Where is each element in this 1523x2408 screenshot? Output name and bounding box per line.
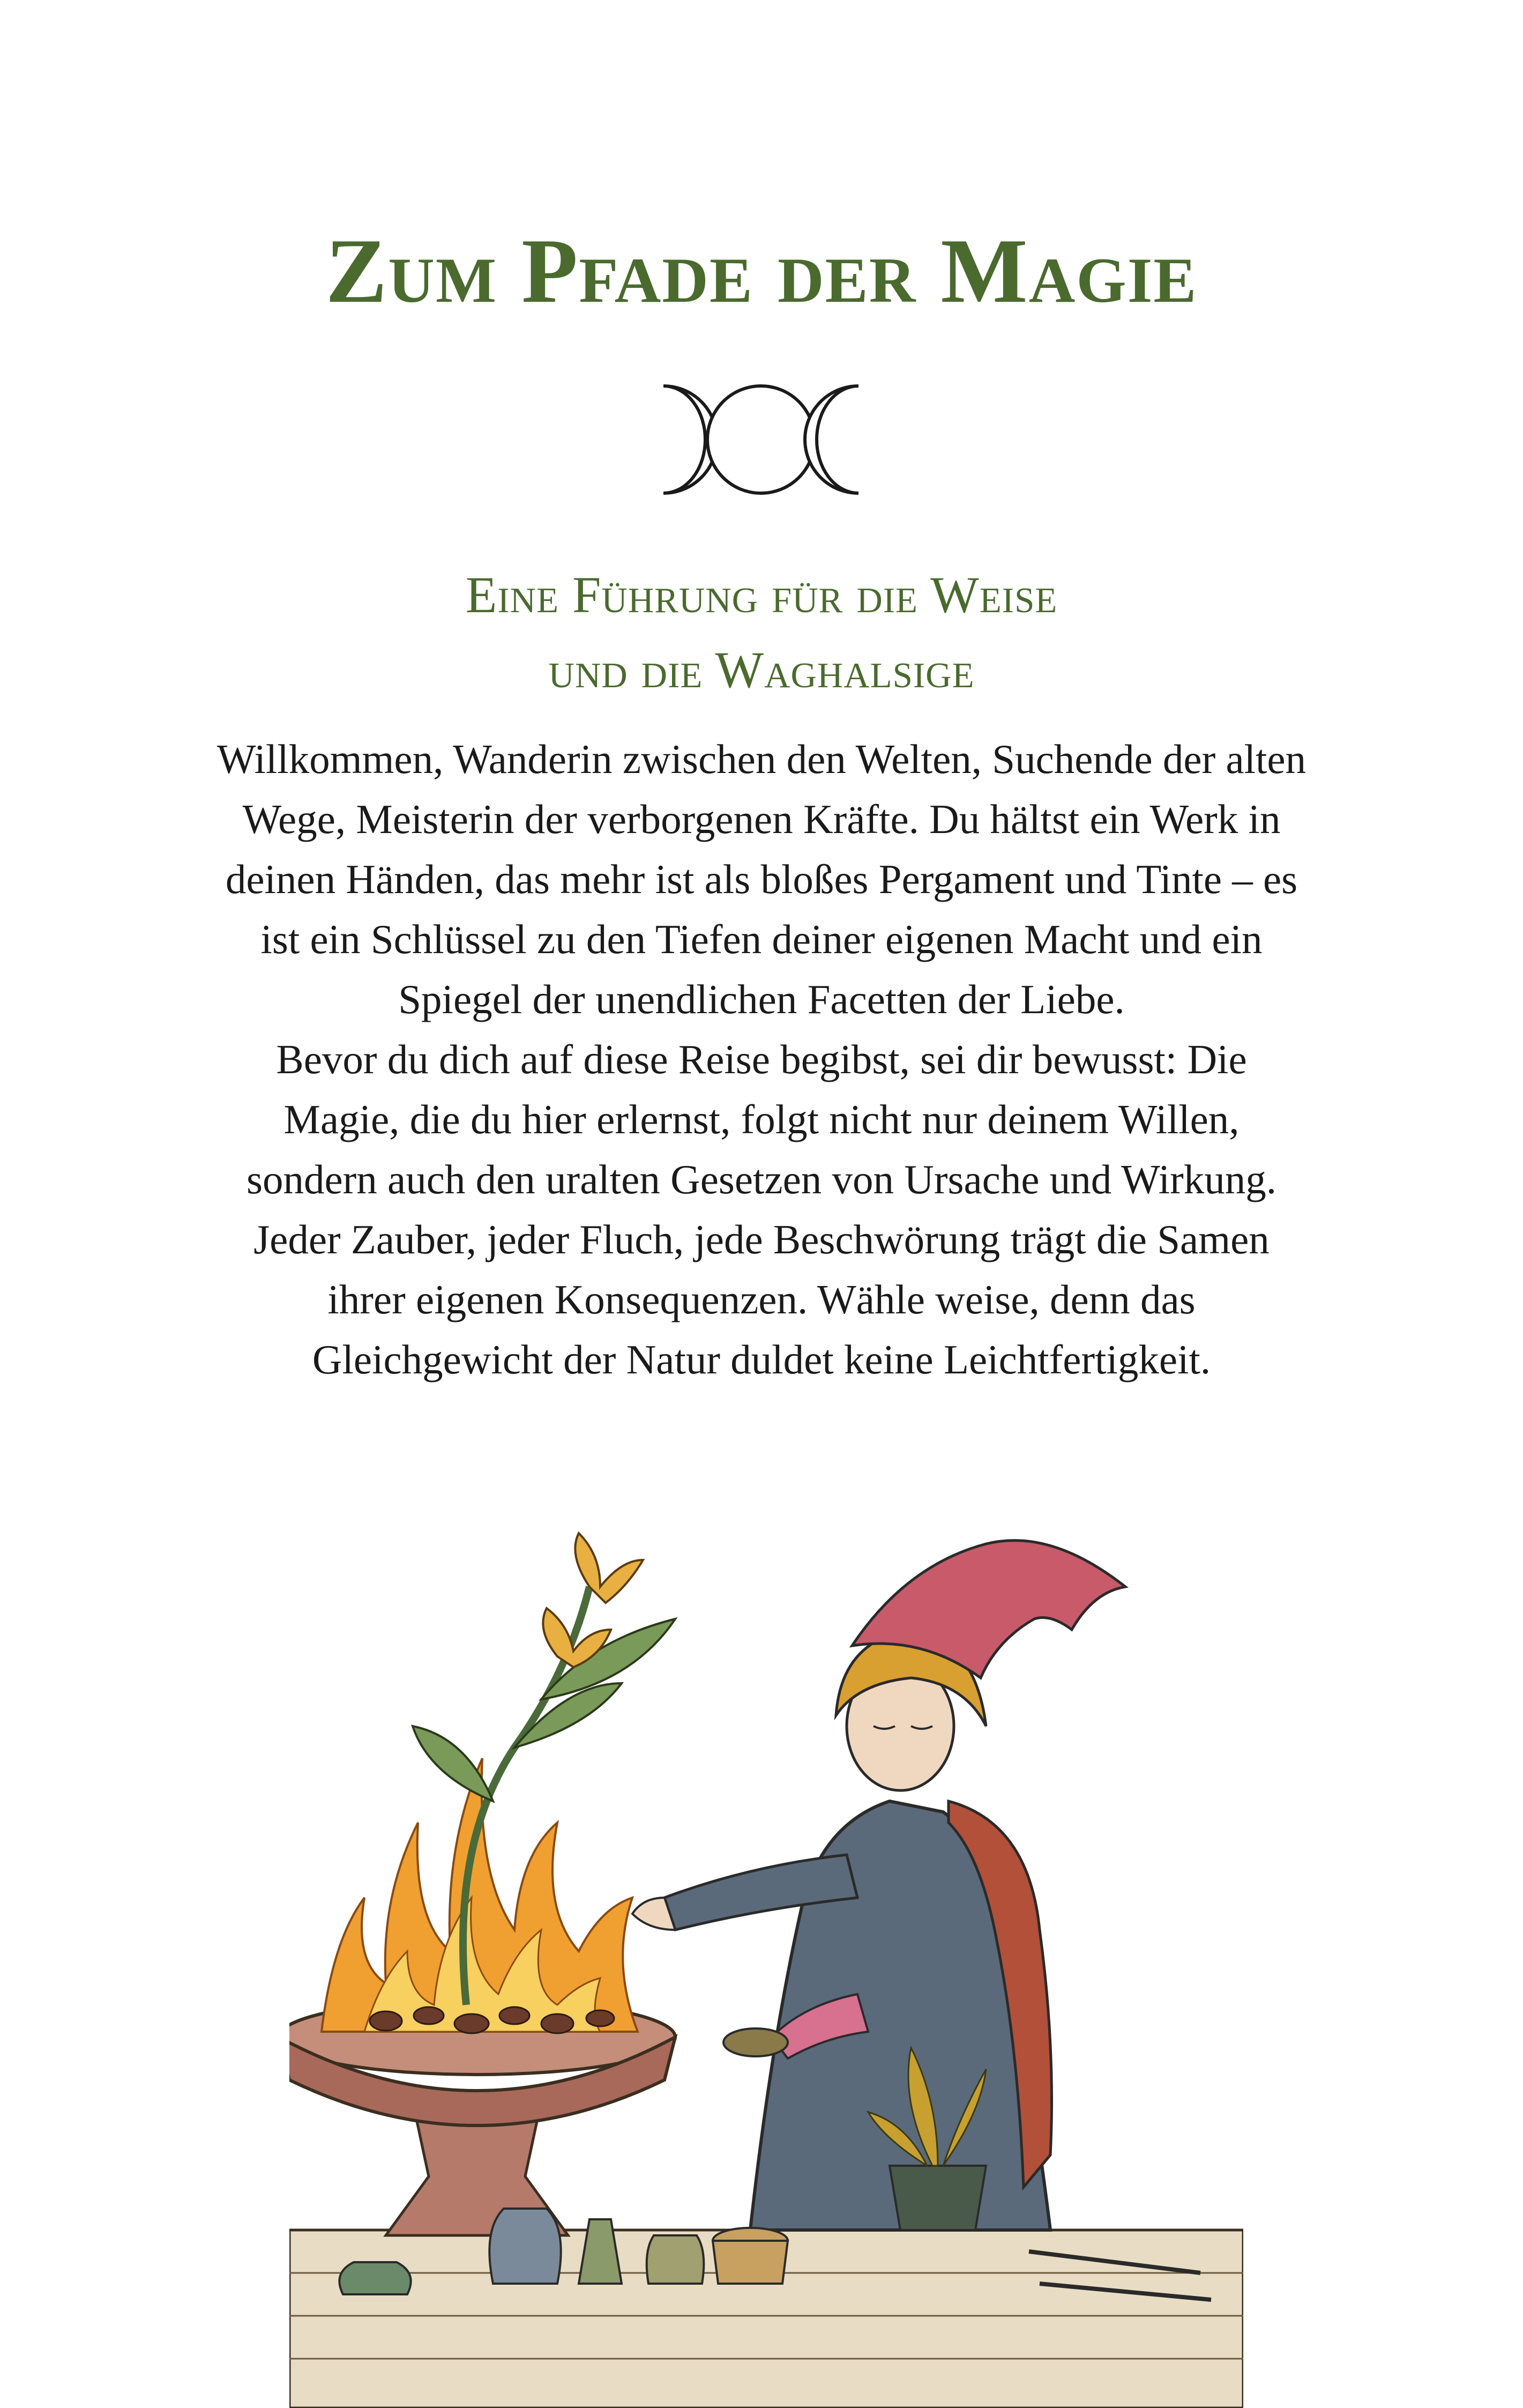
subtitle-line-2: und die Waghalsige [548,641,975,698]
subtitle-line-1: Eine Führung für die Weise [465,566,1058,623]
triple-moon-icon [600,375,922,504]
page-title: Zum Pfade der Magie [325,220,1198,322]
body-text [214,729,1309,1389]
witch-brewing-fire-illustration [289,1522,1243,2408]
paragraph-warning: Bevor du dich auf diese Reise begibst, sei dir bewusst: Die Magie, die du hier erlernst, folgt nicht nur deinem Willen, sondern auch den uralten Gesetzen von Ursache und Wirkung. Jeder Zauber, jeder Fluch, jede Beschwörung trägt die Samen ihrer eigenen Konsequenzen. Wähle weise, denn das Gleichgewicht der Natur duldet keine Leichtfertigkeit. [247,1036,1276,1383]
paragraph-welcome: Willkommen, Wanderin zwischen den Welten, Suchende der alten Wege, Meisterin der verborgenen Kräfte. Du hältst ein Werk in deinen Händen, das mehr ist als bloßes Pergament und Tinte – es ist ein Schlüssel zu den Tiefen deiner eigenen Macht und ein Spiegel der unendlichen Facetten der Liebe. [216,736,1307,1022]
subtitle [0,558,1523,708]
